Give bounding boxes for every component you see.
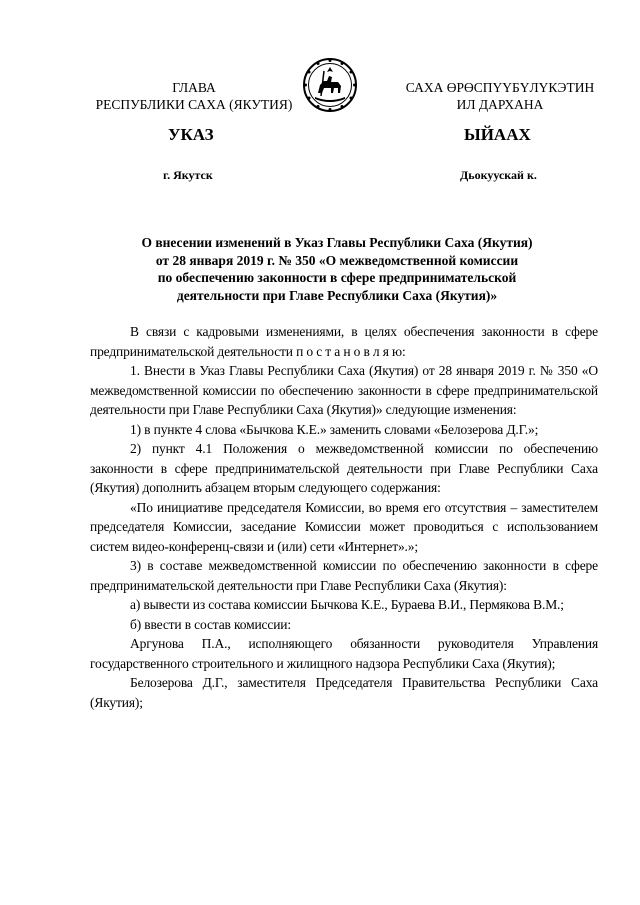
- doc-type-left: УКАЗ: [168, 125, 214, 144]
- body-paragraph: Белозерова Д.Г., заместителя Председателя Правительства Республики Саха (Якутия);: [90, 675, 598, 710]
- header-right-line2: ИЛ ДАРХАНА: [456, 97, 544, 112]
- body-paragraph: а) вывести из состава комиссии Бычкова К.Е., Бураева В.И., Пермякова В.М.;: [130, 597, 564, 612]
- title-line: по обеспечению законности в сфере предпринимательской: [157, 270, 517, 285]
- header-left-line2: РЕСПУБЛИКИ САХА (ЯКУТИЯ): [95, 97, 293, 112]
- body-paragraph: б) ввести в состав комиссии:: [130, 616, 291, 632]
- header-left-block: [70, 79, 318, 113]
- body-paragraph: 1) в пункте 4 слова «Бычкова К.Е.» заменить словами «Белозерова Д.Г.»;: [130, 421, 539, 437]
- header-right-line1: САХА ӨРӨСПҮҮБҮЛҮКЭТИН: [405, 80, 595, 95]
- body-paragraph: Аргунова П.А., исполняющего обязанности руководителя Управления государственного строительного и жилищного надзора Республики Саха (Якутия);: [90, 636, 598, 671]
- body-paragraph: В связи с кадровыми изменениями, в целях обеспечения законности в сфере предпринимательской деятельности п о с т а н о в л я ю:: [90, 324, 598, 359]
- body-paragraph: 1. Внести в Указ Главы Республики Саха (Якутия) от 28 января 2019 г. № 350 «О межведомственной комиссии по обеспечению законности в сфере предпринимательской деятельности при Главе Республики Саха (Якутия)» следующие изменения:: [90, 363, 598, 417]
- header-left-line1: ГЛАВА: [172, 80, 216, 95]
- body-paragraph: 2) пункт 4.1 Положения о межведомственной комиссии по обеспечению законности в сфере предпринимательской деятельности при Главе Республики Саха (Якутия) дополнить абзацем вторым следующего содержания:: [90, 441, 598, 495]
- title-line: О внесении изменений в Указ Главы Республики Саха (Якутия): [141, 235, 533, 250]
- place-left: г. Якутск: [163, 168, 213, 182]
- place-right: Дьокуускай к.: [460, 168, 537, 182]
- doc-type-right: ЫЙААХ: [464, 125, 531, 144]
- header-right-block: [380, 79, 620, 113]
- title-line: от 28 января 2019 г. № 350 «О межведомственной комиссии: [155, 252, 519, 268]
- body-paragraph: «По инициативе председателя Комиссии, во время его отсутствия – заместителем председателя Комиссии, заседание Комиссии может проводиться с использованием систем видео-конференц-связи и (или) сети «Интернет».»;: [90, 499, 598, 554]
- title-line: деятельности при Главе Республики Саха (Якутия)»: [176, 287, 498, 303]
- document-title: [90, 234, 584, 304]
- body-paragraph: 3) в составе межведомственной комиссии по обеспечению законности в сфере предпринимательской деятельности при Главе Республики Саха (Якутия):: [90, 558, 598, 593]
- coat-of-arms-emblem-icon: [302, 57, 358, 113]
- document-body: [90, 322, 598, 712]
